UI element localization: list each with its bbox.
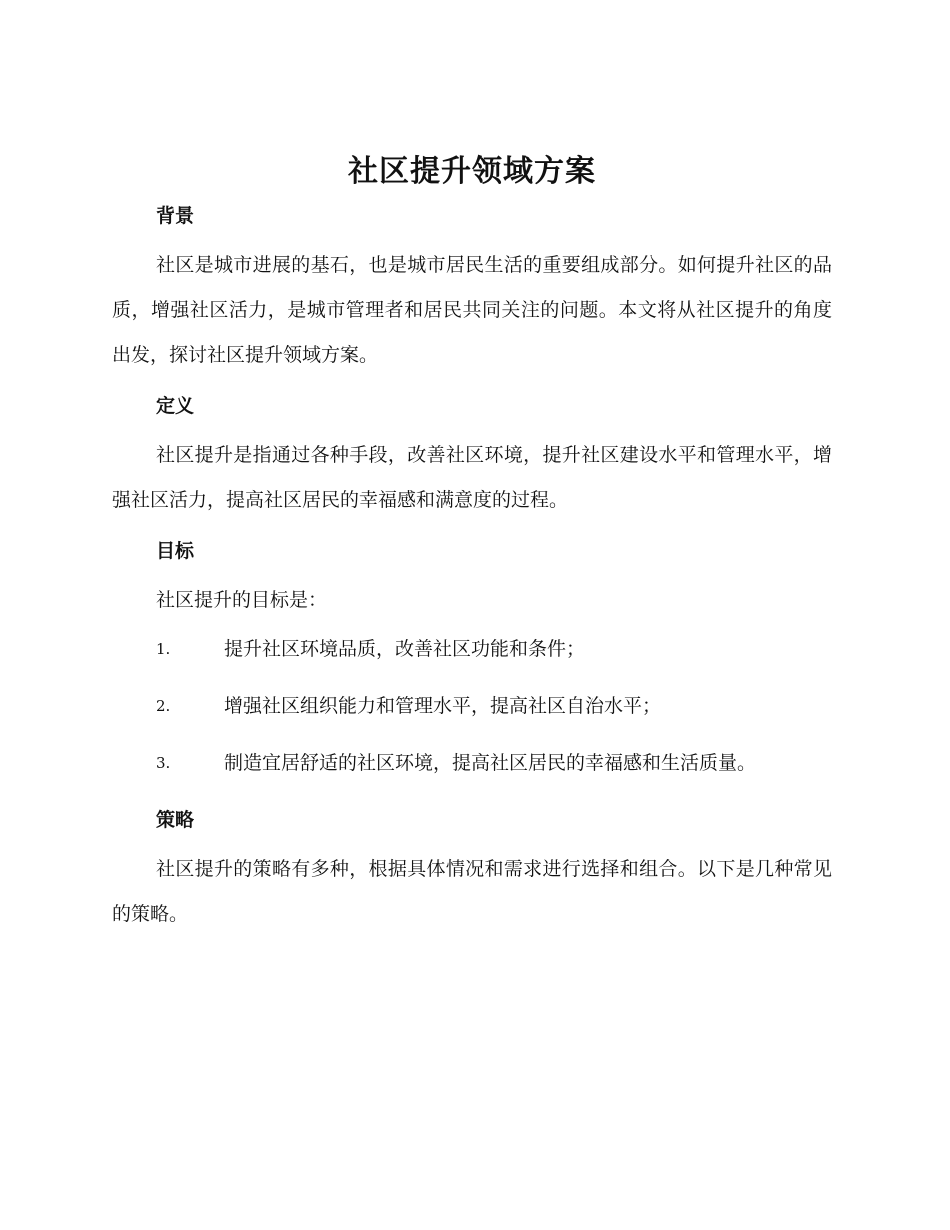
list-item (112, 749, 832, 777)
paragraph-background: 社区是城市进展的基石，也是城市居民生活的重要组成部分。如何提升社区的品质，增强社区活力，是城市管理者和居民共同关注的问题。本文将从社区提升的角度出发，探讨社区提升领域方案。 (112, 254, 832, 366)
document-title: 社区提升领域方案 (348, 154, 596, 189)
list-text: 提升社区环境品质，改善社区功能和条件； (224, 638, 586, 660)
document-body (112, 150, 832, 937)
list-number: 3. (156, 754, 171, 772)
section-heading-definition: 定义 (156, 395, 195, 417)
list-text: 增强社区组织能力和管理水平，提高社区自治水平； (224, 695, 662, 717)
section-heading-background: 背景 (156, 205, 195, 227)
list-number: 2. (156, 697, 171, 715)
paragraph-strategy: 社区提升的策略有多种，根据具体情况和需求进行选择和组合。以下是几种常见的策略。 (112, 858, 832, 925)
list-item (112, 635, 832, 663)
section-heading-strategy: 策略 (156, 809, 195, 831)
list-item (112, 692, 832, 720)
paragraph-goals-intro: 社区提升的目标是： (156, 589, 328, 611)
list-text: 制造宜居舒适的社区环境，提高社区居民的幸福感和生活质量。 (224, 752, 757, 774)
section-heading-goals: 目标 (156, 540, 195, 562)
list-number: 1. (156, 640, 171, 658)
paragraph-definition: 社区提升是指通过各种手段，改善社区环境，提升社区建设水平和管理水平，增强社区活力，提高社区居民的幸福感和满意度的过程。 (112, 444, 832, 511)
